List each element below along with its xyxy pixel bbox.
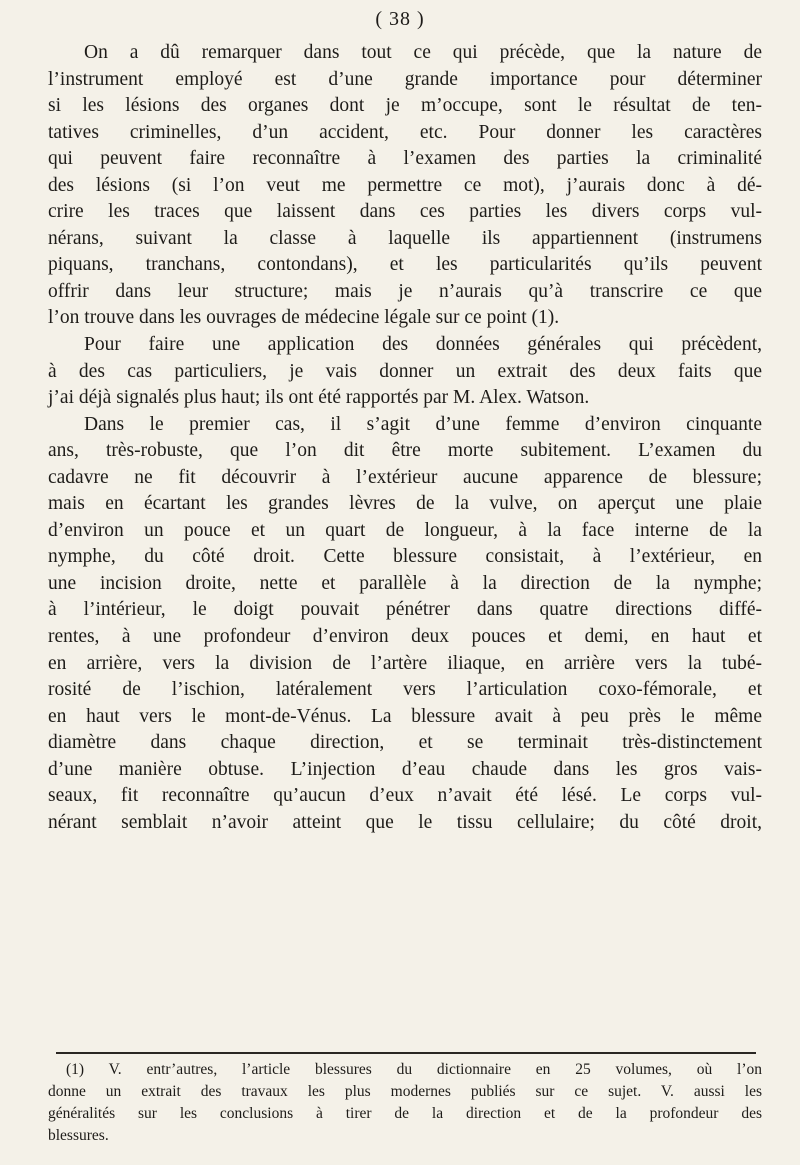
footnote: [48, 1059, 762, 1147]
text-line: des lésions (si l’on veut me permettre ce mot), j’aurais donc à dé-: [48, 174, 762, 196]
text-line: l’instrument employé est d’une grande importance pour déterminer: [48, 68, 762, 90]
text-line: d’environ un pouce et un quart de longueur, à la face interne de la: [48, 519, 762, 541]
text-line: tatives criminelles, d’un accident, etc. Pour donner les caractères: [48, 121, 762, 143]
text-line: nérant semblait n’avoir atteint que le tissu cellulaire; du côté droit,: [48, 811, 762, 833]
footnote-line: (1) V. entr’autres, l’article blessures du dictionnaire en 25 volumes, où l’on: [66, 1061, 762, 1078]
text-line: à des cas particuliers, je vais donner un extrait des deux faits que: [48, 360, 762, 382]
footnote-divider: [56, 1052, 756, 1054]
body-text: [48, 40, 762, 836]
text-line: à l’intérieur, le doigt pouvait pénétrer dans quatre directions diffé-: [48, 599, 762, 621]
text-line: offrir dans leur structure; mais je n’aurais qu’à transcrire ce que: [48, 280, 762, 302]
text-line: On a dû remarquer dans tout ce qui précède, que la nature de: [84, 42, 762, 63]
text-line: en haut vers le mont-de-Vénus. La blessure avait à peu près le même: [48, 705, 762, 727]
footnote-line: blessures.: [48, 1127, 109, 1144]
text-line: piquans, tranchans, contondans), et les particularités qu’ils peuvent: [48, 254, 762, 276]
text-line: crire les traces que laissent dans ces parties les divers corps vul-: [48, 201, 762, 223]
text-line: mais en écartant les grandes lèvres de la vulve, on aperçut une plaie: [48, 493, 762, 515]
text-line: Dans le premier cas, il s’agit d’une femme d’environ cinquante: [84, 413, 762, 435]
text-line: si les lésions des organes dont je m’occupe, sont le résultat de ten-: [48, 95, 762, 117]
text-line: qui peuvent faire reconnaître à l’examen des parties la criminalité: [48, 148, 762, 170]
text-line: rentes, à une profondeur d’environ deux pouces et demi, en haut et: [48, 626, 762, 648]
text-line: nymphe, du côté droit. Cette blessure consistait, à l’extérieur, en: [48, 546, 762, 568]
footnote-line: donne un extrait des travaux les plus modernes publiés sur ce sujet. V. aussi les: [48, 1083, 762, 1100]
text-line: Pour faire une application des données générales qui précèdent,: [84, 334, 762, 356]
text-line: d’une manière obtuse. L’injection d’eau chaude dans les gros vais-: [48, 758, 762, 780]
page-number: ( 38 ): [375, 8, 425, 30]
text-line: une incision droite, nette et parallèle à la direction de la nymphe;: [48, 572, 762, 594]
text-line: en arrière, vers la division de l’artère iliaque, en arrière vers la tubé-: [48, 652, 762, 674]
text-line: seaux, fit reconnaître qu’aucun d’eux n’avait été lésé. Le corps vul-: [48, 785, 762, 807]
text-line: l’on trouve dans les ouvrages de médecine légale sur ce point (1).: [48, 307, 560, 329]
text-line: rosité de l’ischion, latéralement vers l’articulation coxo-fémorale, et: [48, 679, 762, 701]
text-line: nérans, suivant la classe à laquelle ils appartiennent (instrumens: [48, 227, 762, 249]
text-line: diamètre dans chaque direction, et se terminait très-distinctement: [48, 732, 762, 754]
text-line: cadavre ne fit découvrir à l’extérieur aucune apparence de blessure;: [48, 466, 762, 488]
text-line: j’ai déjà signalés plus haut; ils ont été rapportés par M. Alex. Watson.: [48, 387, 590, 409]
footnote-line: généralités sur les conclusions à tirer de la direction et de la profondeur des: [48, 1105, 762, 1122]
text-line: ans, très-robuste, que l’on dit être morte subitement. L’examen du: [48, 440, 762, 462]
